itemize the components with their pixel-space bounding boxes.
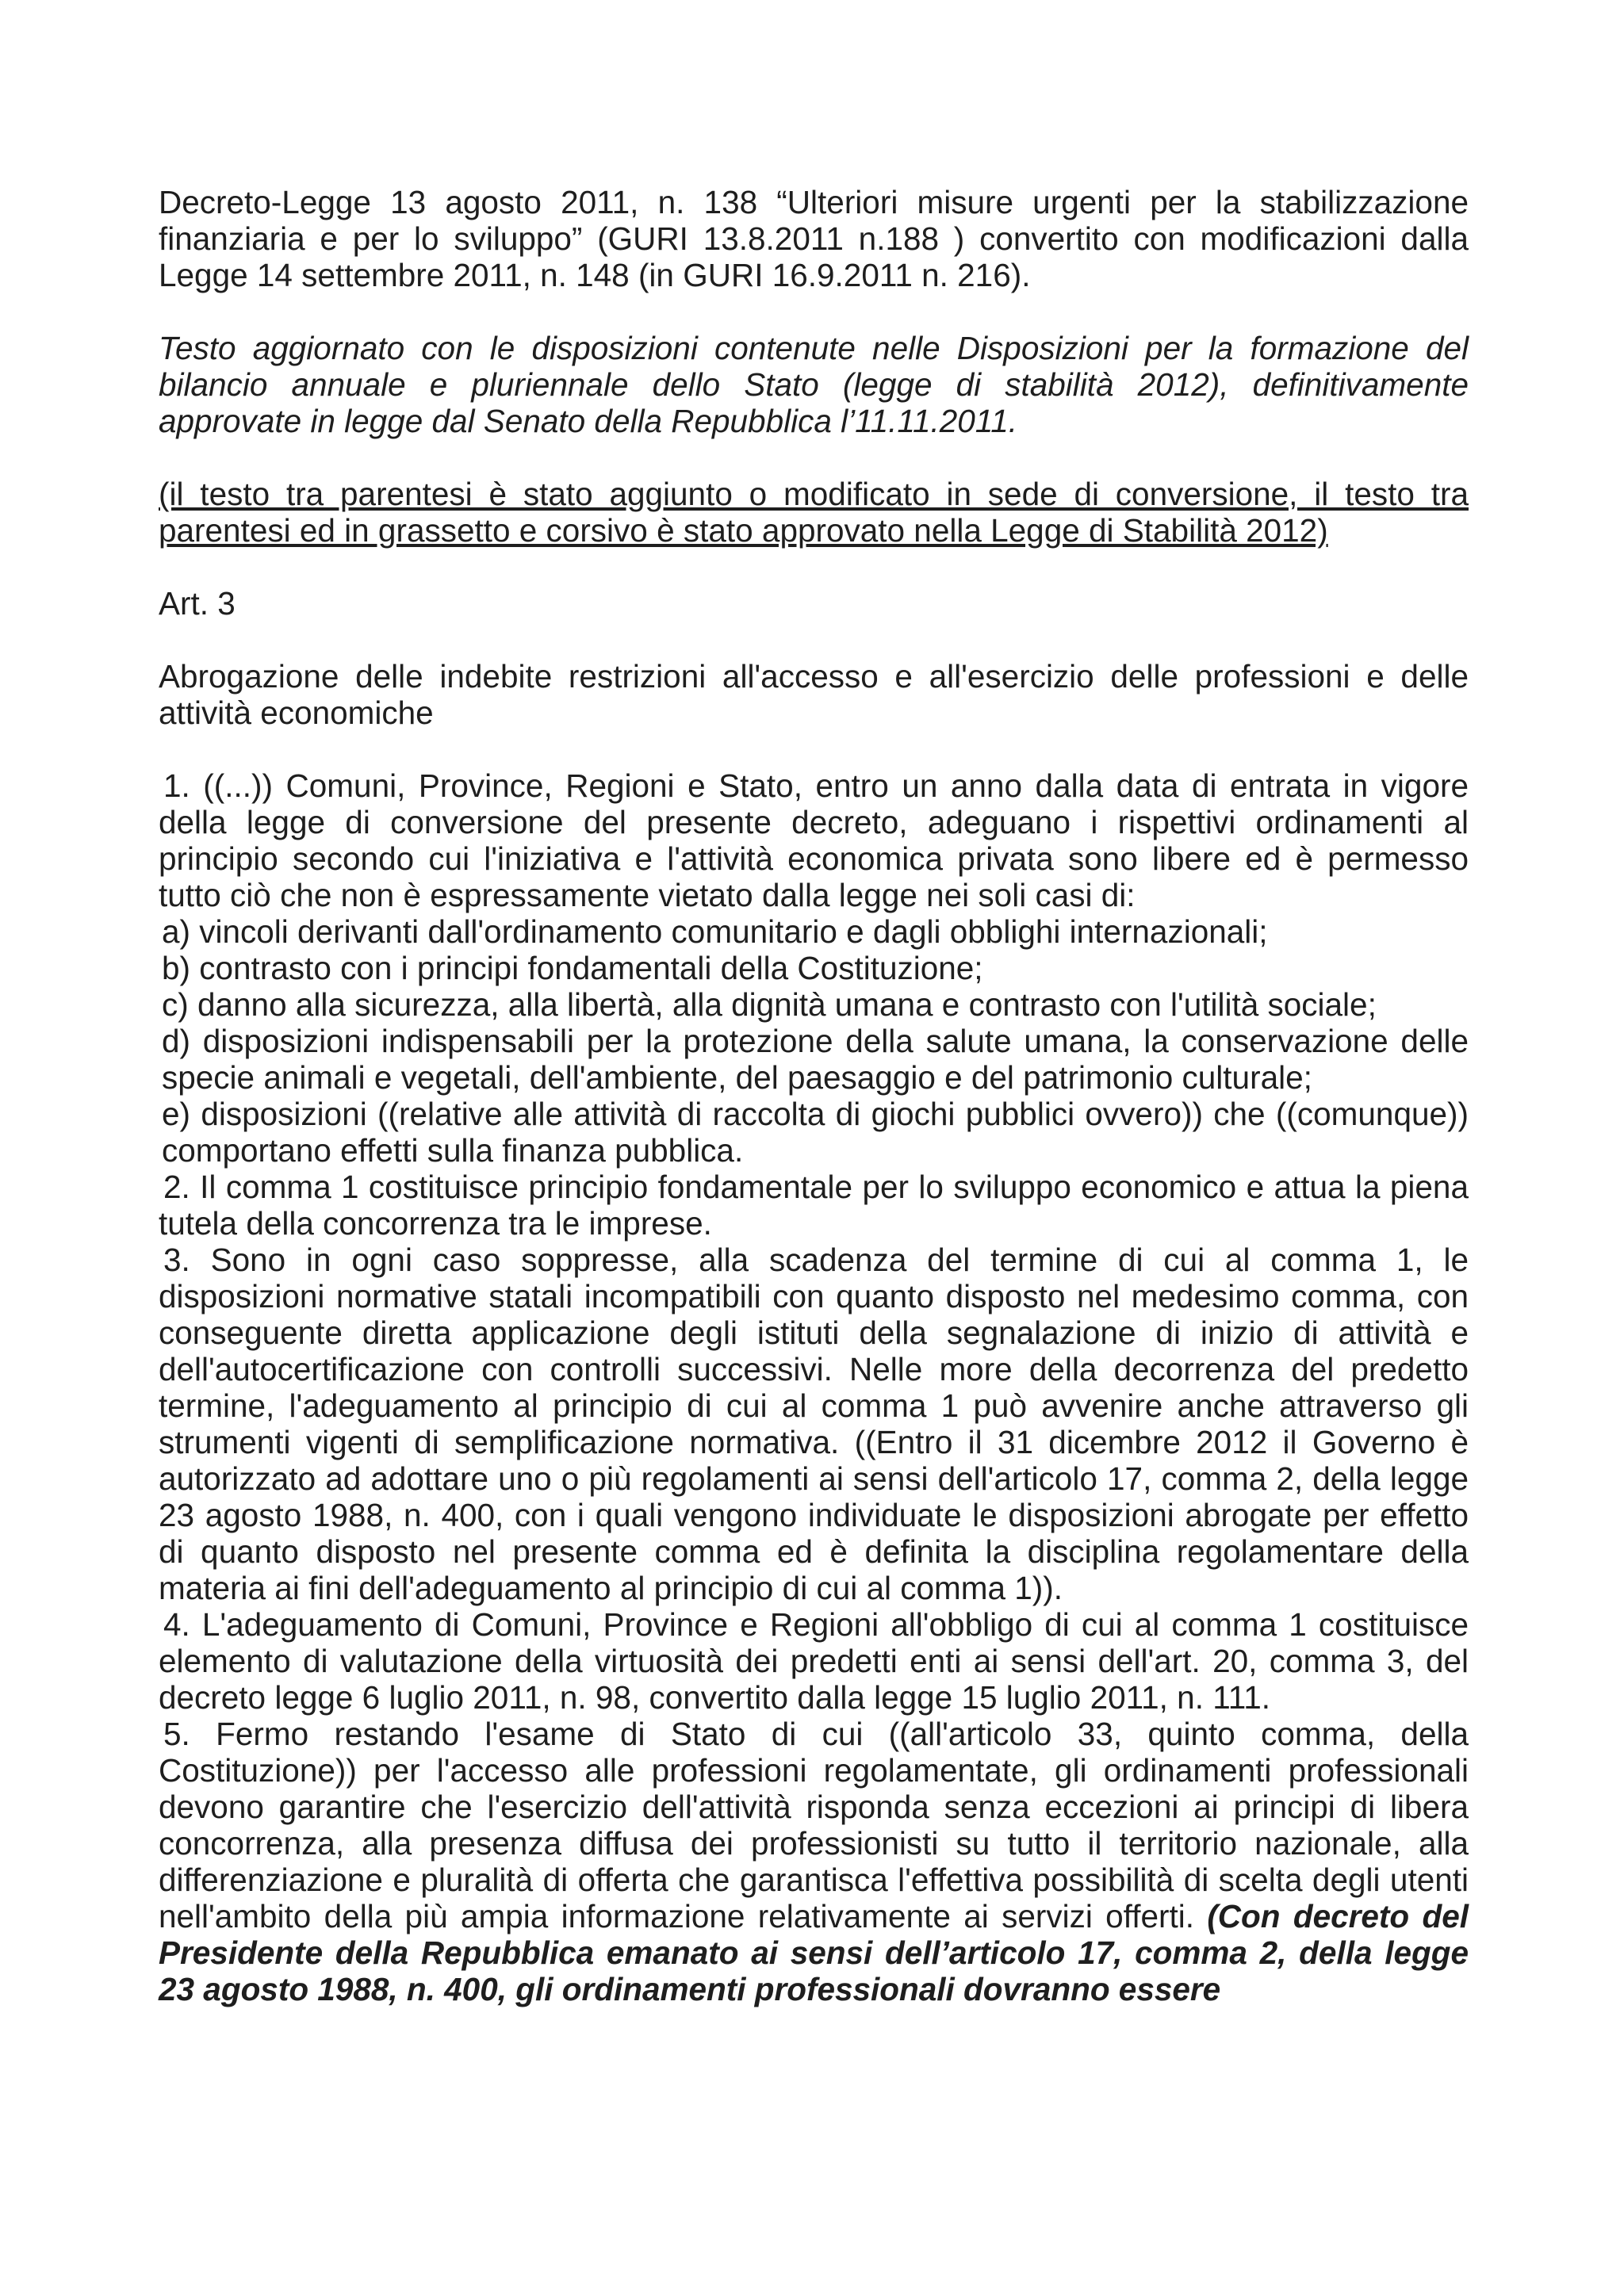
article-rubric: Abrogazione delle indebite restrizioni all'accesso e all'esercizio delle professioni e delle attività economiche <box>159 658 1469 731</box>
document-page <box>159 184 1469 2007</box>
comma-5-text: 5. Fermo restando l'esame di Stato di cui ((all'articolo 33, quinto comma, della Costituzione)) per l'accesso alle professioni regolamentate, gli ordinamenti professionali devono garantire che l'esercizio dell'attività risponda senza eccezioni ai principi di libera concorrenza, alla presenza diffusa dei professionisti su tutto il territorio nazionale, alla differenziazione e pluralità di offerta che garantisca l'effettiva possibilità di scelta degli utenti nell'ambito della più ampia informazione relativamente ai servizi offerti. <box>159 1716 1469 1934</box>
comma-5 <box>159 1716 1469 2007</box>
conversion-note: (il testo tra parentesi è stato aggiunto o modificato in sede di conversione, il testo tra parentesi ed in grassetto e corsivo è stato approvato nella Legge di Stabilità 2012) <box>159 476 1469 549</box>
list-item-c: c) danno alla sicurezza, alla libertà, alla dignità umana e contrasto con l'utilità sociale; <box>162 986 1377 1023</box>
comma-1: 1. ((...)) Comuni, Province, Regioni e Stato, entro un anno dalla data di entrata in vigore della legge di conversione del presente decreto, adeguano i rispettivi ordinamenti al principio secondo cui l'iniziativa e l'attività economica privata sono libere ed è permesso tutto ciò che non è espressamente vietato dalla legge nei soli casi di: <box>159 767 1469 913</box>
comma-3: 3. Sono in ogni caso soppresse, alla scadenza del termine di cui al comma 1, le disposizioni normative statali incompatibili con quanto disposto nel medesimo comma, con conseguente diretta applicazione degli istituti della segnalazione di inizio di attività e dell'autocertificazione con controlli successivi. Nelle more della decorrenza del predetto termine, l'adeguamento al principio di cui al comma 1 può avvenire anche attraverso gli strumenti vigenti di semplificazione normativa. ((Entro il 31 dicembre 2012 il Governo è autorizzato ad adottare uno o più regolamenti ai sensi dell'articolo 17, comma 2, della legge 23 agosto 1988, n. 400, con i quali vengono individuate le disposizioni abrogate per effetto di quanto disposto nel presente comma ed è definita la disciplina regolamentare della materia ai fini dell'adeguamento al principio di cui al comma 1)). <box>159 1242 1469 1606</box>
list-item-e: e) disposizioni ((relative alle attività di raccolta di giochi pubblici ovvero)) che ((comunque)) comportano effetti sulla finanza pubblica. <box>162 1096 1469 1169</box>
comma-5-bold-italic: (Con decreto del Presidente della Repubblica emanato ai sensi dell’articolo 17, comma 2, della legge 23 agosto 1988, n. 400, gli ordinamenti professionali dovranno essere <box>159 1898 1469 2007</box>
comma-4: 4. L'adeguamento di Comuni, Province e Regioni all'obbligo di cui al comma 1 costituisce elemento di valutazione della virtuosità dei predetti enti ai sensi dell'art. 20, comma 3, del decreto legge 6 luglio 2011, n. 98, convertito dalla legge 15 luglio 2011, n. 111. <box>159 1606 1469 1716</box>
comma-2: 2. Il comma 1 costituisce principio fondamentale per lo sviluppo economico e attua la piena tutela della concorrenza tra le imprese. <box>159 1169 1469 1242</box>
document-header: Decreto-Legge 13 agosto 2011, n. 138 “Ulteriori misure urgenti per la stabilizzazione finanziaria e per lo sviluppo” (GURI 13.8.2011 n.188 ) convertito con modificazioni dalla Legge 14 settembre 2011, n. 148 (in GURI 16.9.2011 n. 216). <box>159 184 1469 293</box>
update-note: Testo aggiornato con le disposizioni contenute nelle Disposizioni per la formazione del bilancio annuale e pluriennale dello Stato (legge di stabilità 2012), definitivamente approvate in legge dal Senato della Repubblica l’11.11.2011. <box>159 330 1469 439</box>
list-item-d: d) disposizioni indispensabili per la protezione della salute umana, la conservazione delle specie animali e vegetali, dell'ambiente, del paesaggio e del patrimonio culturale; <box>162 1023 1469 1096</box>
article-title: Art. 3 <box>159 585 236 622</box>
list-item-a: a) vincoli derivanti dall'ordinamento comunitario e dagli obblighi internazionali; <box>162 913 1268 950</box>
list-item-b: b) contrasto con i principi fondamentali della Costituzione; <box>162 950 983 986</box>
